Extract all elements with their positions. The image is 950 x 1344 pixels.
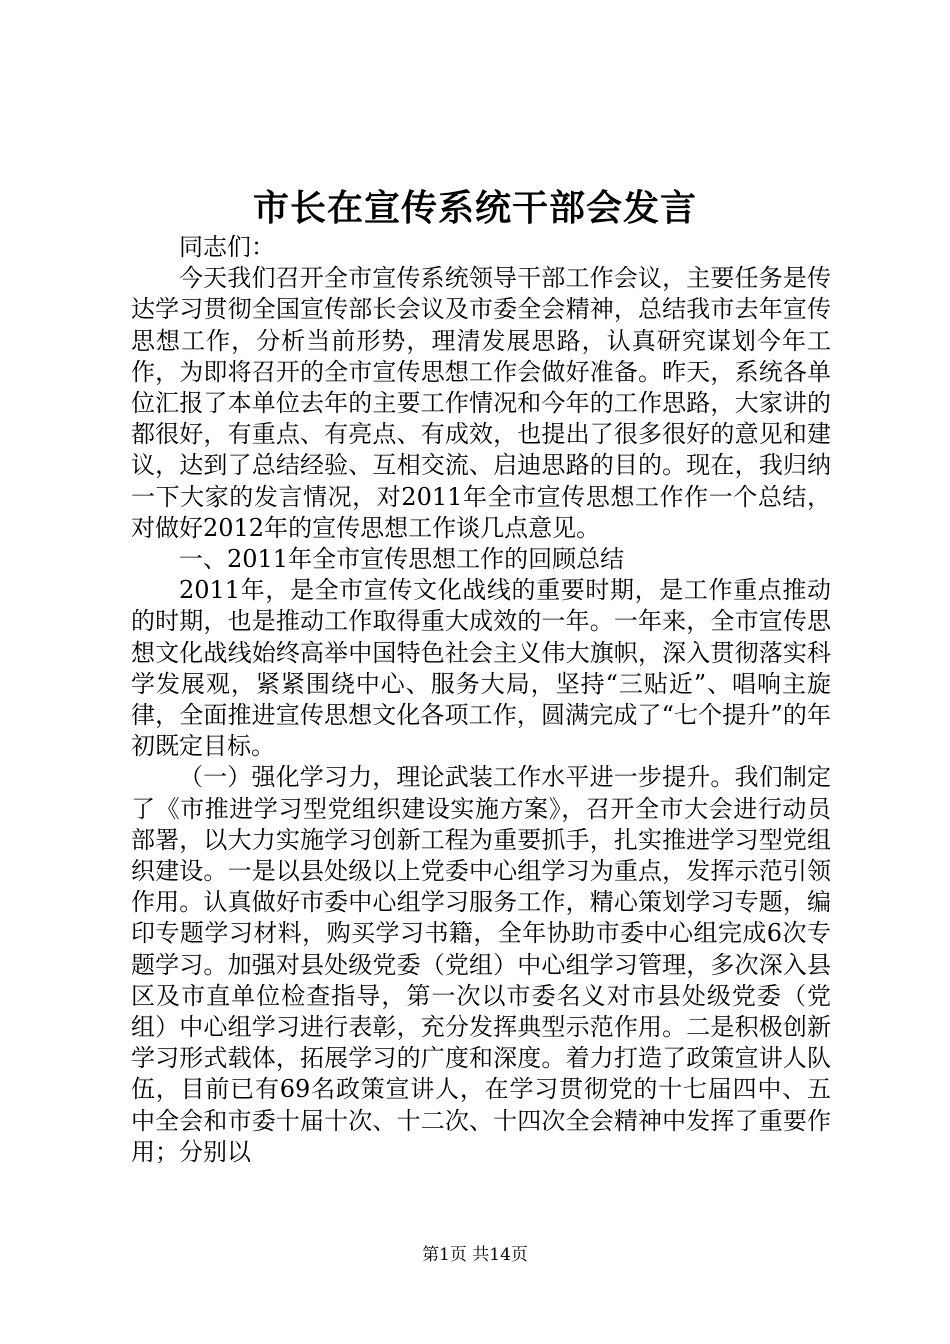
- document-body: [131, 232, 831, 1168]
- review-paragraph: 2011年，是全市宣传文化战线的重要时期，是工作重点推动的时期，也是推动工作取得重大成效的一年。一年来，全市宣传思想文化战线始终高举中国特色社会主义伟大旗帜，深入贯彻落实科学发展观，紧紧围绕中心、服务大局，坚持“三贴近”、唱响主旋律，全面推进宣传思想文化各项工作，圆满完成了“七个提升”的年初既定目标。: [131, 576, 831, 761]
- intro-paragraph: 今天我们召开全市宣传系统领导干部工作会议，主要任务是传达学习贯彻全国宣传部长会议及市委全会精神，总结我市去年宣传思想工作，分析当前形势，理清发展思路，认真研究谋划今年工作，为即将召开的全市宣传思想工作会做好准备。昨天，系统各单位汇报了本单位去年的主要工作情况和今年的工作思路，大家讲的都很好，有重点、有亮点、有成效，也提出了很多很好的意见和建议，达到了总结经验、互相交流、启迪思路的目的。现在，我归纳一下大家的发言情况，对2011年全市宣传思想工作作一个总结，对做好2012年的宣传思想工作谈几点意见。: [131, 264, 831, 542]
- learning-paragraph: （一）强化学习力，理论武装工作水平进一步提升。我们制定了《市推进学习型党组织建设实施方案》，召开全市大会进行动员部署，以大力实施学习创新工程为重要抓手，扎实推进学习型党组织建设。一是以县处级以上党委中心组学习为重点，发挥示范引领作用。认真做好市委中心组学习服务工作，精心策划学习专题，编印专题学习材料，购买学习书籍，全年协助市委中心组完成6次专题学习。加强对县处级党委（党组）中心组学习管理，多次深入县区及市直单位检查指导，第一次以市委名义对市县处级党委（党组）中心组学习进行表彰，充分发挥典型示范作用。二是积极创新学习形式载体，拓展学习的广度和深度。着力打造了政策宣讲人队伍，目前已有69名政策宣讲人，在学习贯彻党的十七届四中、五中全会和市委十届十次、十二次、十四次全会精神中发挥了重要作用；分别以: [131, 763, 831, 1166]
- salutation-paragraph: 同志们：: [179, 233, 275, 261]
- document-title: 市长在宣传系统干部会发言: [252, 187, 697, 229]
- page-footer: 第1页 共14页: [422, 1245, 528, 1265]
- section-heading: 一、2011年全市宣传思想工作的回顾总结: [179, 545, 625, 574]
